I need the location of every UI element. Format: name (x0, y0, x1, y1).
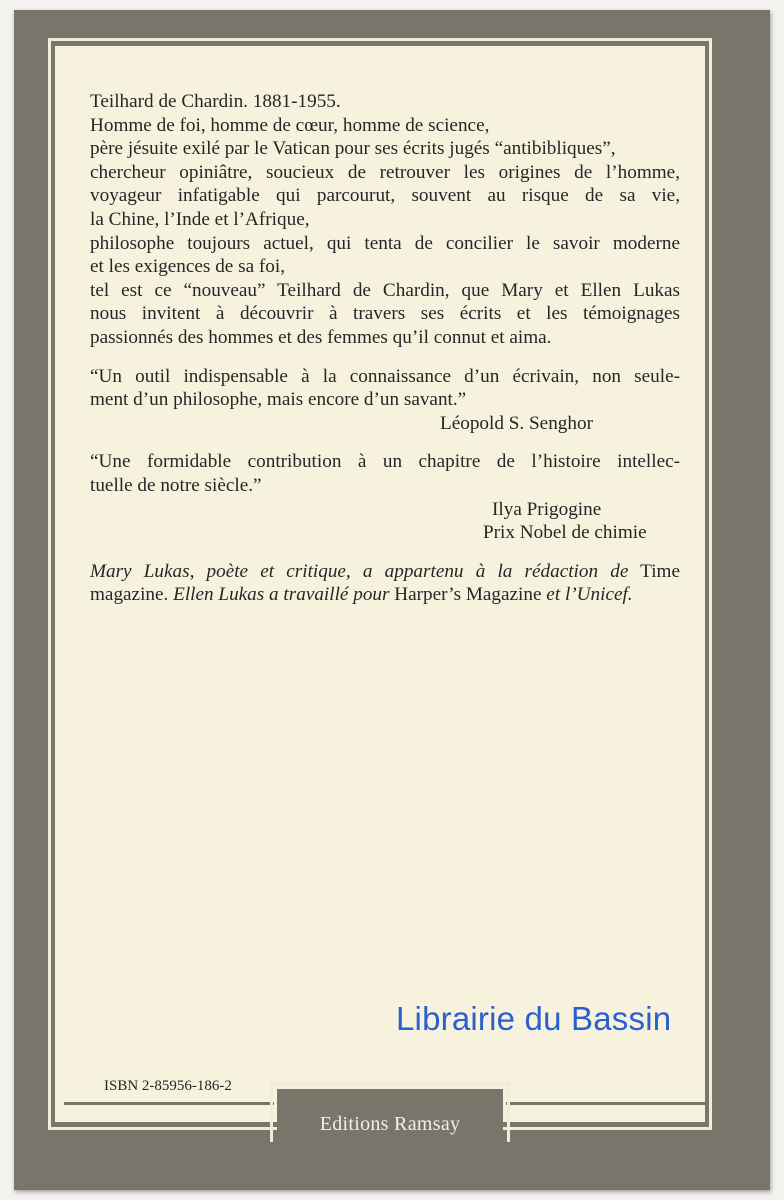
bookseller-watermark: Librairie du Bassin (396, 1000, 672, 1037)
bio-text: Ellen Lukas a travaillé pour (173, 584, 390, 606)
publisher-name: Editions Ramsay (319, 1113, 461, 1135)
magazine-name: Harper’s Magazine (394, 584, 542, 606)
body-line: philosophe toujours actuel, qui tenta de concilier le savoir moderne (90, 232, 680, 254)
quote-line: “Un outil indispensable à la connaissance d’un écrivain, non seule- (90, 365, 680, 387)
back-cover-text (90, 90, 680, 607)
author-bio-line (90, 583, 680, 607)
quote-author: Léopold S. Senghor (440, 412, 593, 434)
quote-line: ment d’un philosophe, mais encore d’un savant.” (90, 389, 467, 411)
body-line: père jésuite exilé par le Vatican pour ses écrits jugés “antibibliques”, (90, 138, 616, 160)
bio-text: Mary Lukas, poète et critique, a appartenu à la rédaction de (90, 560, 629, 582)
bottom-rule-left (64, 1102, 274, 1105)
body-line: nous invitent à découvrir à travers ses écrits et les témoignages (90, 303, 680, 325)
quote-line: “Une formidable contribution à un chapitre de l’histoire intellec- (90, 451, 680, 473)
author-bio-line (90, 560, 680, 584)
body-line: Teilhard de Chardin. 1881-1955. (90, 91, 341, 112)
bio-text: magazine. (90, 584, 169, 606)
body-line: Homme de foi, homme de cœur, homme de science, (90, 114, 490, 136)
body-line: tel est ce “nouveau” Teilhard de Chardin, que Mary et Ellen Lukas (90, 279, 680, 301)
quote-line: tuelle de notre siècle.” (90, 474, 262, 496)
bottom-rule-right (506, 1102, 706, 1105)
body-line: passionnés des hommes et des femmes qu’il connut et aima. (90, 326, 552, 348)
body-line: la Chine, l’Inde et l’Afrique, (90, 208, 310, 230)
bio-text: et l’Unicef. (546, 584, 633, 606)
quote-author: Ilya Prigogine (492, 498, 602, 520)
isbn-number: ISBN 2-85956-186-2 (104, 1078, 232, 1094)
body-line: voyageur infatigable qui parcourut, souvent au risque de sa vie, (90, 185, 680, 207)
body-line: chercheur opiniâtre, soucieux de retrouver les origines de l’homme, (90, 161, 680, 183)
magazine-name: Time (640, 560, 680, 582)
body-line: et les exigences de sa foi, (90, 256, 285, 278)
quote-author-title: Prix Nobel de chimie (483, 522, 647, 544)
